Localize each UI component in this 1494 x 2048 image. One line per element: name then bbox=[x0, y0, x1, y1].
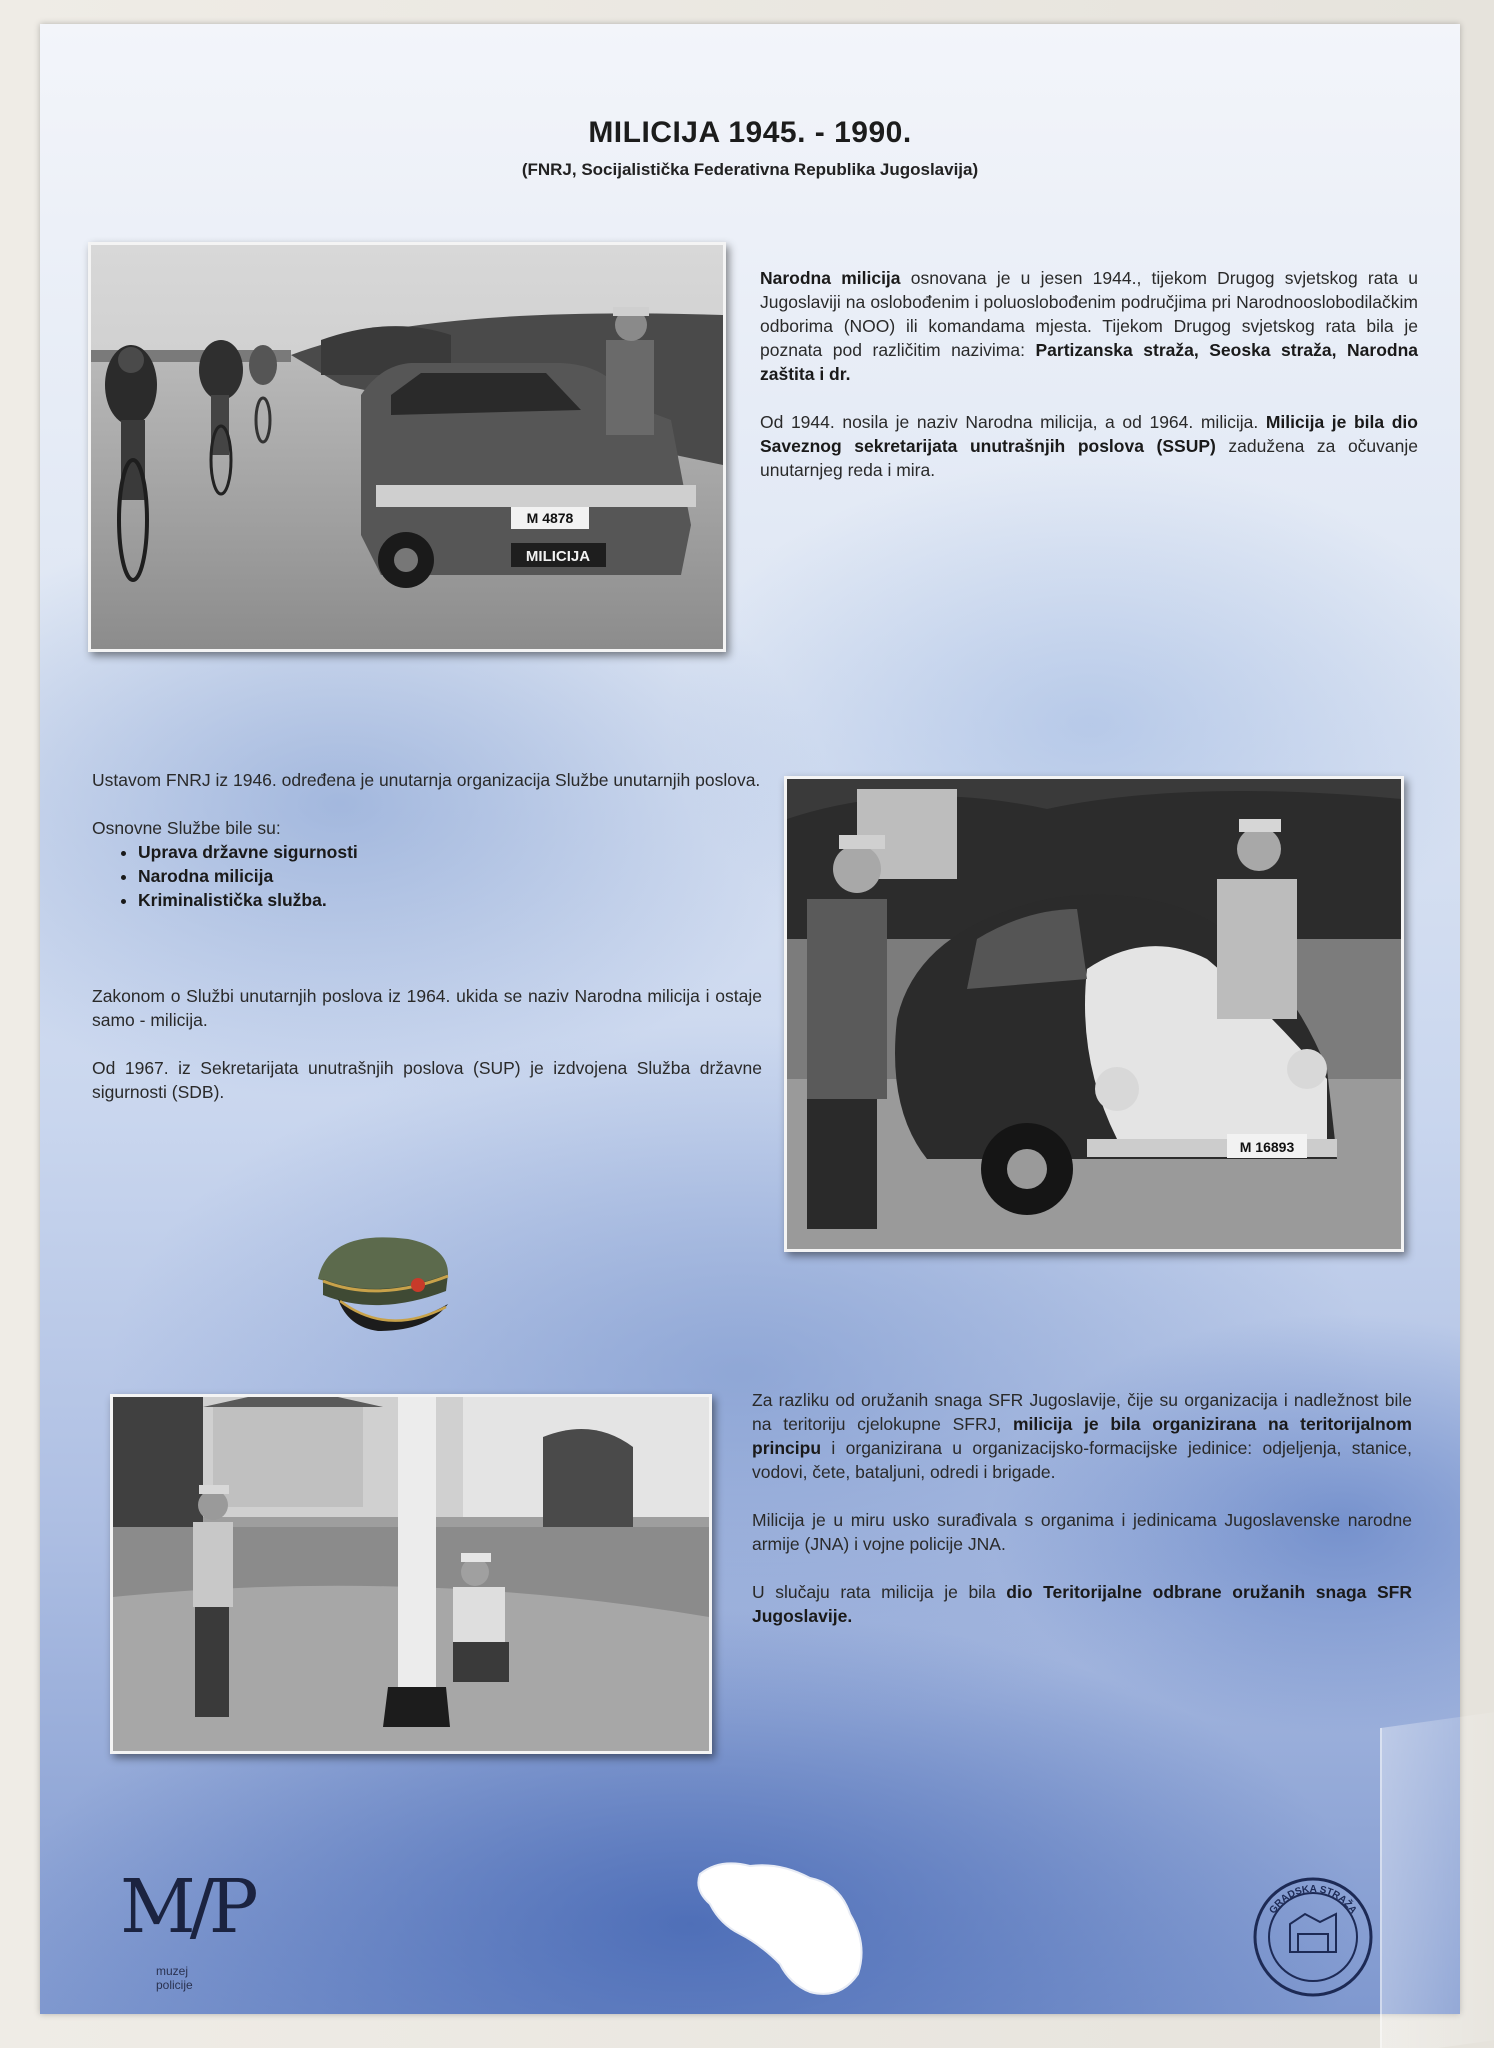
term-narodna-milicija: Narodna milicija bbox=[760, 268, 901, 288]
section-1-paragraph-1 bbox=[760, 266, 1418, 386]
photo-militia-car-road bbox=[88, 242, 726, 652]
car-sign-text: MILICIJA bbox=[525, 548, 591, 565]
acrylic-holder-edge bbox=[1380, 1712, 1494, 2048]
city-guard-seal bbox=[1250, 1874, 1376, 2000]
section-2-text bbox=[92, 768, 762, 1128]
seal-text: GRADSKA STRAŽA bbox=[1267, 1883, 1359, 1916]
section-3-paragraph-2: Milicija je u miru usko surađivala s organima i jedinicama Jugoslavenske narodne armije (JNA) i vojne policije JNA. bbox=[752, 1510, 1412, 1554]
museum-logo bbox=[120, 1864, 260, 1994]
photo-officers-beetle bbox=[784, 776, 1404, 1252]
list-item: • Uprava državne sigurnosti bbox=[138, 840, 762, 864]
services-list bbox=[92, 840, 762, 912]
yugoslavia-map-silhouette bbox=[690, 1854, 880, 2004]
section-3-p1-start: Za razliku od oružanih snaga SFR Jugoslavije, čije su organizacija i nadležnost bile na teritoriju cjelokupne SFRJ, bbox=[752, 1390, 1412, 1434]
section-3-p3-start: U slučaju rata milicija je bila bbox=[752, 1582, 1007, 1602]
plate-text-1: M 4878 bbox=[526, 510, 574, 526]
section-3-p3-defense: dio Teritorijalne odbrane oružanih snaga SFR Jugoslavije. bbox=[752, 1582, 1412, 1626]
list-item: • Narodna milicija bbox=[138, 864, 762, 888]
militia-cap-illustration bbox=[298, 1219, 458, 1349]
exhibition-poster bbox=[40, 24, 1460, 2014]
section-2-paragraph-2: Osnovne Službe bile su: bbox=[92, 818, 281, 838]
poster-subtitle: (FNRJ, Socijalistička Federativna Republika Jugoslavija) bbox=[521, 160, 979, 179]
section-1-text bbox=[760, 266, 1418, 506]
logo-mark: M/P bbox=[120, 1864, 253, 1950]
section-2-paragraph-1: Ustavom FNRJ iz 1946. određena je unutarnja organizacija Službe unutarnjih poslova. bbox=[92, 770, 761, 790]
section-3-p1-principle: milicija je bila organizirana na teritorijalnom principu bbox=[752, 1414, 1412, 1458]
poster-title: MILICIJA 1945. - 1990. bbox=[588, 116, 912, 149]
section-1-p1-names: Partizanska straža, Seoska straža, Narodna zaštita i dr. bbox=[760, 340, 1418, 384]
section-2-paragraph-3: Zakonom o Službi unutarnjih poslova iz 1964. ukida se naziv Narodna milicija i ostaje samo - milicija. bbox=[92, 986, 762, 1030]
section-1-p2-start: Od 1944. nosila je naziv Narodna milicija, a od 1964. milicija. bbox=[760, 412, 1266, 432]
section-3-paragraph-3 bbox=[752, 1580, 1412, 1628]
section-1-paragraph-2 bbox=[760, 410, 1418, 482]
section-3-p1-end: i organizirana u organizacijsko-formacijske jedinice: odjeljenja, stanice, vodovi, čete, bataljuni, odredi i brigade. bbox=[752, 1438, 1412, 1482]
section-3-text bbox=[752, 1388, 1412, 1652]
logo-caption-line-1: muzej bbox=[156, 1964, 189, 1978]
logo-caption bbox=[156, 1964, 193, 1992]
section-1-p2-end: zadužena za očuvanje unutarnjeg reda i mira. bbox=[760, 436, 1418, 480]
plate-text-2: M 16893 bbox=[1239, 1139, 1295, 1155]
section-2-paragraph-4: Od 1967. iz Sekretarijata unutrašnjih poslova (SUP) je izdvojena Služba državne sigurnosti (SDB). bbox=[92, 1058, 762, 1102]
photo-officers-street bbox=[110, 1394, 712, 1754]
section-3-paragraph-1 bbox=[752, 1388, 1412, 1484]
logo-caption-line-2: policije bbox=[156, 1978, 193, 1992]
list-item: • Kriminalistička služba. bbox=[138, 888, 762, 912]
section-1-p2-ssup: Milicija je bila dio Saveznog sekretarijata unutrašnjih poslova (SSUP) bbox=[760, 412, 1418, 456]
section-1-p1-body: osnovana je u jesen 1944., tijekom Drugog svjetskog rata u Jugoslaviji na oslobođenim i poluoslobođenim područjima pri Narodnooslobodilačkim odborima (NOO) ili komandama mjesta. Tijekom Drugog svjetskog rata bila je poznata pod različitim nazivima: bbox=[760, 268, 1418, 360]
